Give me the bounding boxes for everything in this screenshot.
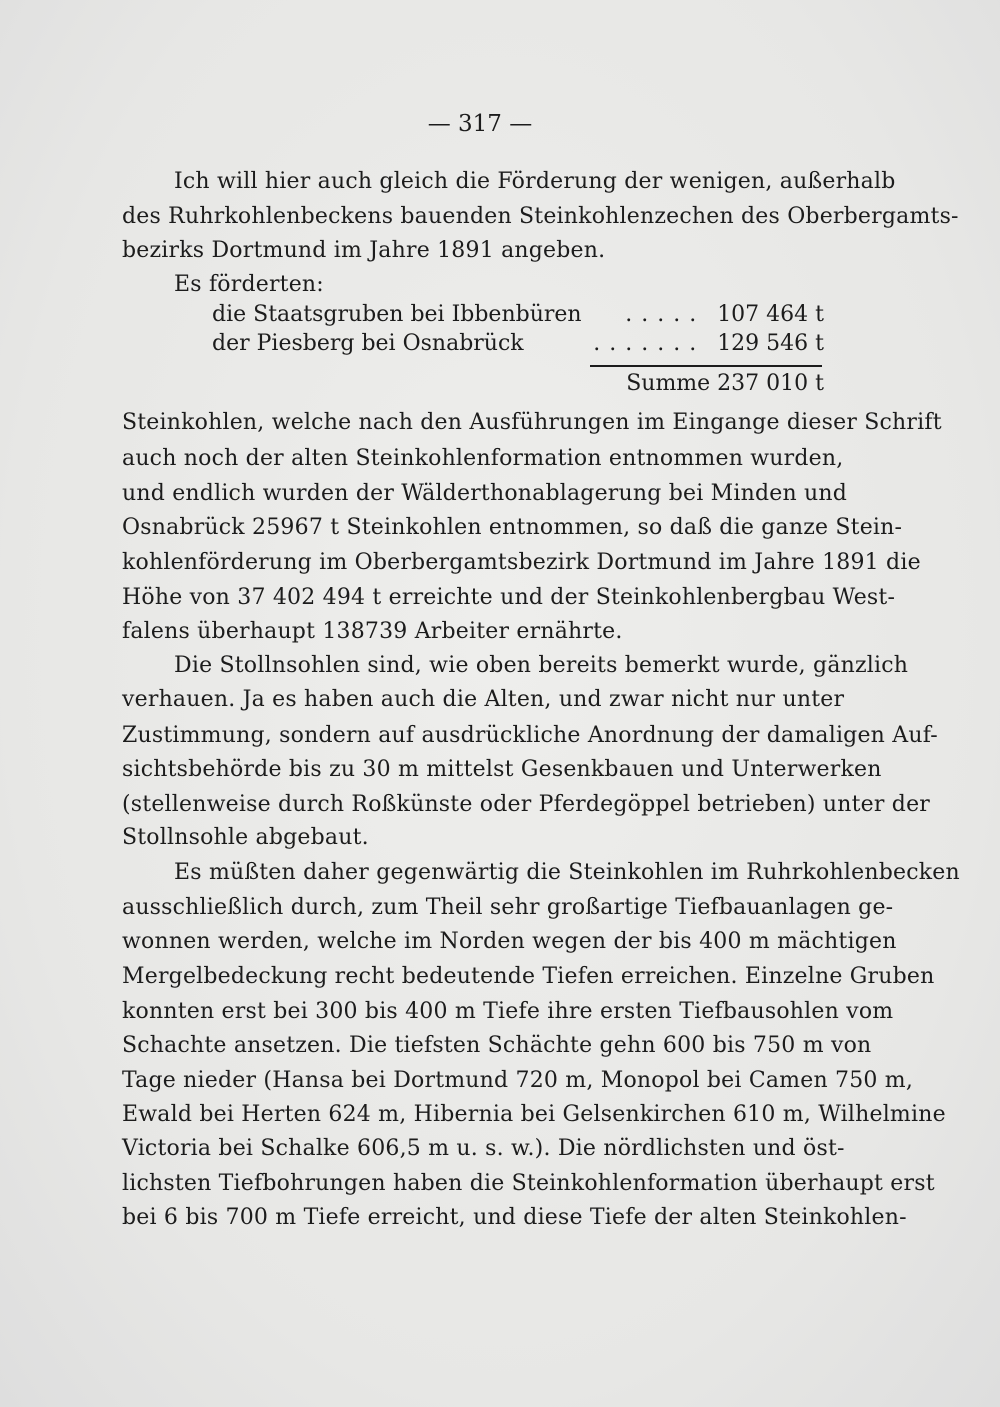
text-line: verhauen. Ja es haben auch die Alten, und zwar nicht nur unter (122, 687, 845, 712)
text-line: Steinkohlen, welche nach den Ausführungen im Eingange dieser Schrift (122, 410, 942, 435)
text-line: und endlich wurden der Wälderthonablagerung bei Minden und (122, 481, 848, 506)
text-line: wonnen werden, welche im Norden wegen der bis 400 m mächtigen (122, 929, 897, 954)
text-line: (stellenweise durch Roßkünste oder Pferdegöppel betrieben) unter der (122, 792, 931, 817)
text-line: Victoria bei Schalke 606,5 m u. s. w.). Die nördlichsten und öst- (122, 1136, 845, 1161)
text-line: Tage nieder (Hansa bei Dortmund 720 m, Monopol bei Camen 750 m, (122, 1068, 914, 1093)
text-line: Schachte ansetzen. Die tiefsten Schächte gehn 600 bis 750 m von (122, 1033, 872, 1058)
text-line: ausschließlich durch, zum Theil sehr großartige Tiefbauanlagen ge- (122, 895, 894, 920)
text-line: Höhe von 37 402 494 t erreichte und der Steinkohlenbergbau West- (122, 585, 896, 610)
text-line: konnten erst bei 300 bis 400 m Tiefe ihre ersten Tiefbausohlen vom (122, 999, 894, 1024)
text-line: auch noch der alten Steinkohlenformation entnommen wurden, (122, 446, 844, 471)
text-line: kohlenförderung im Oberbergamtsbezirk Dortmund im Jahre 1891 die (122, 550, 921, 575)
text-line: des Ruhrkohlenbeckens bauenden Steinkohlenzechen des Oberbergamts- (122, 204, 959, 229)
text-line: Ewald bei Herten 624 m, Hibernia bei Gelsenkirchen 610 m, Wilhelmine (122, 1102, 946, 1127)
text-line: Zustimmung, sondern auf ausdrückliche Anordnung der damaligen Auf- (122, 723, 938, 748)
text-line: Stollnsohle abgebaut. (122, 825, 369, 850)
production-value: 107 464 t (717, 302, 824, 327)
production-label: die Staatsgruben bei Ibbenbüren (212, 302, 582, 327)
production-label: der Piesberg bei Osnabrück (212, 331, 524, 356)
leader-dots: ..... (625, 302, 706, 327)
text-line: sichtsbehörde bis zu 30 m mittelst Gesenkbauen und Unterwerken (122, 757, 882, 782)
text-line: Die Stollnsohlen sind, wie oben bereits bemerkt wurde, gänzlich (174, 653, 909, 678)
sum-line: Summe 237 010 t (626, 371, 824, 396)
text-line: Ich will hier auch gleich die Förderung der wenigen, außerhalb (174, 169, 896, 194)
leader-dots: ....... (593, 331, 706, 356)
text-line: falens überhaupt 138739 Arbeiter ernährte. (122, 619, 623, 644)
text-line: Mergelbedeckung recht bedeutende Tiefen erreichen. Einzelne Gruben (122, 964, 935, 989)
production-row (212, 326, 824, 362)
production-intro: Es förderten: (174, 272, 324, 297)
text-line: Es müßten daher gegenwärtig die Steinkohlen im Ruhrkohlenbecken (174, 860, 960, 885)
text-line: bezirks Dortmund im Jahre 1891 angeben. (122, 238, 606, 263)
text-line: bei 6 bis 700 m Tiefe erreicht, und diese Tiefe der alten Steinkohlen- (122, 1205, 907, 1230)
page-number: — 317 — (427, 111, 533, 137)
production-value: 129 546 t (717, 331, 824, 356)
text-line: Osnabrück 25967 t Steinkohlen entnommen, so daß die ganze Stein- (122, 515, 903, 540)
text-line: lichsten Tiefbohrungen haben die Steinkohlenformation überhaupt erst (122, 1171, 935, 1196)
